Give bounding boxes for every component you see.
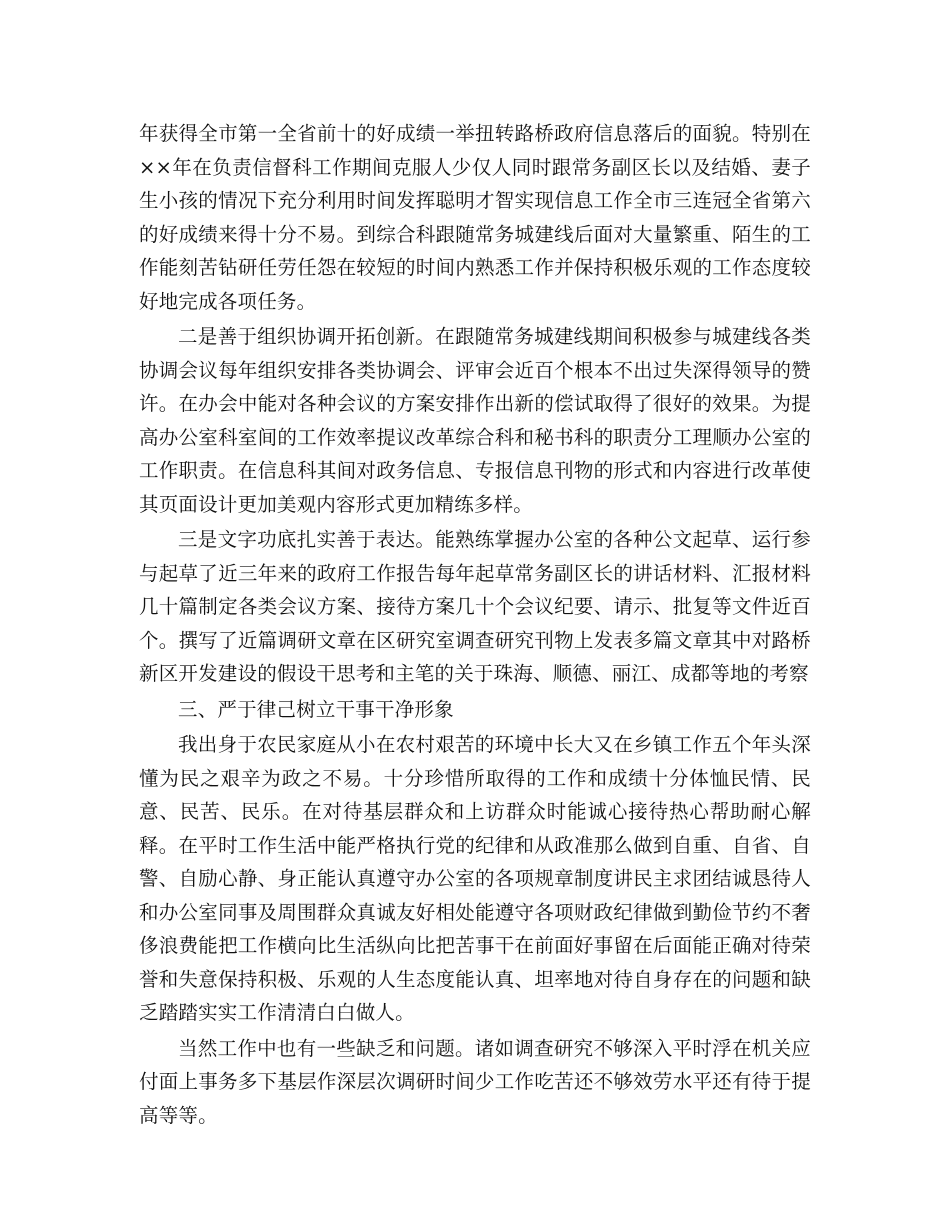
paragraph-continuation: 年获得全市第一全省前十的好成绩一举扭转路桥政府信息落后的面貌。特别在××年在负责信督科工作期间克服人少仅人同时跟常务副区长以及结婚、妻子生小孩的情况下充分利用时间发挥聪明才智实现信息工作全市三连冠全省第六的好成绩来得十分不易。到综合科跟随常务城建线后面对大量繁重、陌生的工作能刻苦钻研任劳任怨在较短的时间内熟悉工作并保持积极乐观的工作态度较好地完成各项任务。 (139, 122, 811, 313)
paragraph-background: 我出身于农民家庭从小在农村艰苦的环境中长大又在乡镇工作五个年头深懂为民之艰辛为政之不易。十分珍惜所取得的工作和成绩十分体恤民情、民意、民苦、民乐。在对待基层群众和上访群众时能诚心接待热心帮助耐心解释。在平时工作生活中能严格执行党的纪律和从政准那么做到自重、自省、自警、自励心静、身正能认真遵守办公室的各项规章制度讲民主求团结诚恳待人和办公室同事及周围群众真诚友好相处能遵守各项财政纪律做到勤俭节约不奢侈浪费能把工作横向比生活纵向比把苦事干在前面好事留在后面能正确对待荣誉和失意保持积极、乐观的人生态度能认真、坦率地对待自身存在的问题和缺乏踏踏实实工作清清白白做人。 (139, 733, 811, 1024)
document-body (139, 117, 811, 1134)
paragraph-shortcomings: 当然工作中也有一些缺乏和问题。诸如调查研究不够深入平时浮在机关应付面上事务多下基层作深层次调研时间少工作吃苦还不够效劳水平还有待于提高等等。 (139, 1036, 811, 1127)
section-heading-discipline: 三、严于律己树立干事干净形象 (178, 697, 454, 721)
paragraph-writing-skills: 三是文字功底扎实善于表达。能熟练掌握办公室的各种公文起草、运行参与起草了近三年来的政府工作报告每年起草常务副区长的讲话材料、汇报材料几十篇制定各类会议方案、接待方案几十个会议纪要、请示、批复等文件近百个。撰写了近篇调研文章在区研究室调查研究刊物上发表多篇文章其中对路桥新区开发建设的假设干思考和主笔的关于珠海、顺德、丽江、成都等地的考察 (139, 528, 811, 685)
paragraph-coordination: 二是善于组织协调开拓创新。在跟随常务城建线期间积极参与城建线各类协调会议每年组织安排各类协调会、评审会近百个根本不出过失深得领导的赞许。在办会中能对各种会议的方案安排作出新的偿试取得了很好的效果。为提高办公室科室间的工作效率提议改革综合科和秘书科的职责分工理顺办公室的工作职责。在信息科其间对政务信息、专报信息刊物的形式和内容进行改革使其页面设计更加美观内容形式更加精练多样。 (139, 325, 811, 516)
